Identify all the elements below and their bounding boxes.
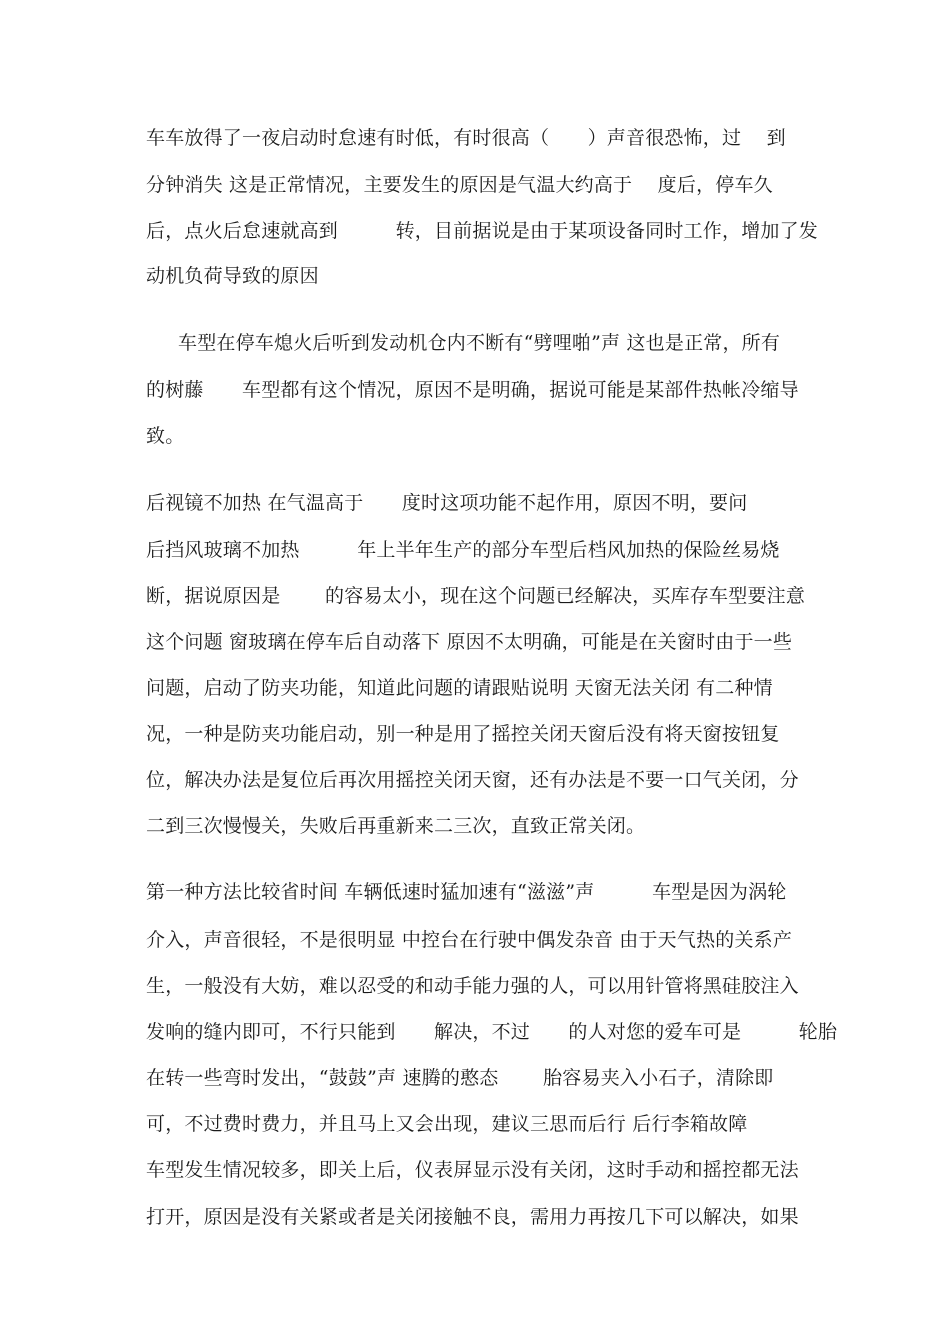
paragraph-4-line-4: 发响的缝内即可，不行只能到 解决，不过 的人对您的爱车可是 轮胎: [146, 1021, 838, 1043]
paragraph-1-line-4: 动机负荷导致的原因: [146, 265, 319, 287]
paragraph-1-line-1: 车车放得了一夜启动时怠速有时低，有时很高（ ）声音很恐怖，过 到: [146, 127, 786, 149]
paragraph-3-line-6: 况，一种是防夹功能启动，别一种是用了摇控关闭天窗后没有将天窗按钮复: [146, 723, 780, 745]
paragraph-4-line-7: 车型发生情况较多，即关上后，仪表屏显示没有关闭，这时手动和摇控都无法: [146, 1159, 799, 1181]
paragraph-4-line-3: 生，一般没有大妨，难以忍受的和动手能力强的人，可以用针管将黑硅胶注入: [146, 975, 799, 997]
paragraph-3-line-2: 后挡风玻璃不加热 年上半年生产的部分车型后档风加热的保险丝易烧: [146, 539, 780, 561]
paragraph-2-line-1: 车型在停车熄火后听到发动机仓内不断有“劈哩啪”声 这也是正常，所有: [178, 332, 781, 354]
paragraph-1-line-2: 分钟消失 这是正常情况，主要发生的原因是气温大约高于 度后，停车久: [146, 174, 773, 196]
paragraph-3-line-3: 断，据说原因是 的容易太小，现在这个问题已经解决，买库存车型要注意: [146, 585, 806, 607]
paragraph-3-line-4: 这个问题 窗玻璃在停车后自动落下 原因不太明确，可能是在关窗时由于一些: [146, 631, 793, 653]
paragraph-3-line-7: 位，解决办法是复位后再次用摇控关闭天窗，还有办法是不要一口气关闭，分: [146, 769, 799, 791]
paragraph-4-line-6: 可，不过费时费力，并且马上又会出现，建议三思而后行 后行李箱故障: [146, 1113, 748, 1135]
paragraph-3-line-8: 二到三次慢慢关，失败后再重新来二三次，直致正常关闭。: [146, 815, 646, 837]
paragraph-2-line-3: 致。: [146, 425, 185, 447]
paragraph-4-line-2: 介入，声音很轻，不是很明显 中控台在行驶中偶发杂音 由于天气热的关系产: [146, 929, 793, 951]
paragraph-1-line-3: 后，点火后怠速就高到 转，目前据说是由于某项设备同时工作，增加了发: [146, 220, 819, 242]
paragraph-2-line-2: 的树藤 车型都有这个情况，原因不是明确，据说可能是某部件热帐冷缩导: [146, 379, 799, 401]
paragraph-4-line-5: 在转一些弯时发出，“鼓鼓”声 速腾的憨态 胎容易夹入小石子，清除即: [146, 1067, 774, 1089]
paragraph-4-line-8: 打开，原因是没有关紧或者是关闭接触不良，需用力再按几下可以解决，如果: [146, 1206, 799, 1228]
paragraph-4-line-1: 第一种方法比较省时间 车辆低速时猛加速有“滋滋”声 车型是因为涡轮: [146, 881, 787, 903]
paragraph-3-line-1: 后视镜不加热 在气温高于 度时这项功能不起作用，原因不明，要问: [146, 492, 748, 514]
paragraph-3-line-5: 问题，启动了防夹功能，知道此问题的请跟贴说明 天窗无法关闭 有二种情: [146, 677, 773, 699]
